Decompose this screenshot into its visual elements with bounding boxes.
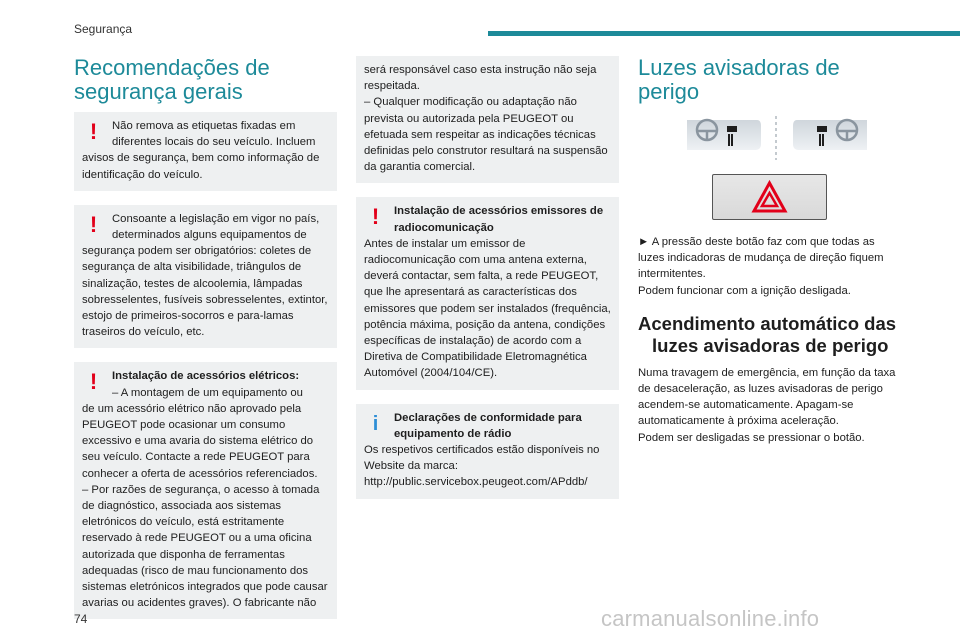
auto-hazard-text: Numa travagem de emergência, em função da taxa de desaceleração, as luzes avisadoras de perigo acendem-se automaticamente. Apagam-se automaticamente à próxima aceleração. <box>638 366 896 428</box>
info-icon: i <box>372 412 379 435</box>
column-middle <box>356 56 619 513</box>
warning-text-rest: de um acessório elétrico não aprovado pela PEUGEOT pode ocasionar um consumo excessivo e uma avaria do sistema elétrico do seu veículo. Contacte a rede PEUGEOT para conhecer a oferta de acessórios referenciados. <box>82 402 318 480</box>
warning-icon: ! <box>89 369 98 395</box>
page-title <box>74 56 337 104</box>
auto-hazard-off-note: Podem ser desligadas se pressionar o botão. <box>638 431 865 444</box>
header-accent-bar <box>488 31 960 36</box>
warning-box-continued <box>356 56 619 183</box>
info-heading: Declarações de conformidade para equipamento de rádio <box>394 411 582 440</box>
hazard-ignition-note: Podem funcionar com a ignição desligada. <box>638 284 851 297</box>
warning-text-first: Consoante a legislação em vigor no país, determinados alguns equipamentos de <box>112 212 320 242</box>
warning-box-labels <box>74 112 337 191</box>
warning-text-first: – A montagem de um equipamento ou <box>112 386 303 399</box>
hazard-button-illustration <box>712 174 827 220</box>
column-left <box>74 56 337 633</box>
continued-text-2: – Qualquer modificação ou adaptação não prevista ou autorizada pela PEUGEOT ou efetuada sem respeitar as indicações técnicas definidas pelo construtor resultará na suspensão da garantia comercial. <box>364 96 608 174</box>
warning-heading: Instalação de acessórios emissores de radiocomunicação <box>394 205 604 234</box>
page-title-line2: segurança gerais <box>74 79 243 104</box>
warning-box-radio <box>356 197 619 389</box>
subsection-title <box>638 313 901 357</box>
hazard-instruction: ► A pressão deste botão faz com que todas as luzes indicadoras de mudança de direção fiquem intermitentes. <box>638 236 884 281</box>
warning-text-rest: segurança podem ser obrigatórios: coletes de segurança de alta visibilidade, triângulos de sinalização, testes de alcoolemia, lâmpadas sobresselentes, fusíveis sobresselentes, extintor, estojo de primeiros-socorros e para-lamas traseiros do veículo, etc. <box>82 245 328 339</box>
steering-illustration <box>687 116 867 160</box>
info-text: Os respetivos certificados estão disponíveis no Website da marca: <box>364 444 600 473</box>
subsection-title-line1: Acendimento automático das <box>638 312 897 334</box>
warning-box-legislation <box>74 205 337 349</box>
warning-text-first: Não remova as etiquetas fixadas em diferentes locais do seu veículo. Incluem <box>112 120 316 149</box>
warning-icon: ! <box>89 211 98 237</box>
warning-text-rest2: – Por razões de segurança, o acesso à tomada de diagnóstico, associada aos sistemas eletrónicos do veículo, está estritamente reservado à rede PEUGEOT ou a uma oficina autorizada que disponha de ferramentas adequadas (risco de mau funcionamento dos sistemas eletrónicos integrados que pode causar avarias ou acidentes graves). O fabricante não <box>82 483 328 610</box>
page-number: 74 <box>74 612 88 626</box>
warning-text: Antes de instalar um emissor de radiocomunicação com uma antena externa, deverá contactar, sem falta, a rede PEUGEOT, que lhe apresentará as características dos emissores que podem ser instalados (frequência, potência máxima, posição da antena, condições específicas de instalação) de acordo com a Diretiva de Compatibilidade Eletromagnética Automóvel (2004/104/CE). <box>364 237 611 380</box>
info-link: http://public.servicebox.peugeot.com/APddb/ <box>364 476 588 489</box>
subsection-title-line2: luzes avisadoras de perigo <box>652 334 889 356</box>
column-right <box>638 56 901 446</box>
warning-icon: ! <box>89 119 98 144</box>
warning-text-rest: avisos de segurança, bem como informação de identificação do veículo. <box>82 152 320 181</box>
section-title: Luzes avisadoras de perigo <box>638 55 840 104</box>
info-box-conformity <box>356 404 619 499</box>
watermark: carmanualsonline.info <box>601 606 820 631</box>
page-title-line1: Recomendações de <box>74 55 270 80</box>
warning-heading: Instalação de acessórios elétricos: <box>112 370 300 383</box>
steering-wheel-icon <box>687 116 867 160</box>
warning-icon: ! <box>371 204 380 230</box>
hazard-triangle-icon <box>713 175 826 219</box>
continued-text-1: será responsável caso esta instrução não seja respeitada. <box>364 64 597 93</box>
section-label: Segurança <box>74 22 133 36</box>
warning-box-electrical <box>74 362 337 619</box>
